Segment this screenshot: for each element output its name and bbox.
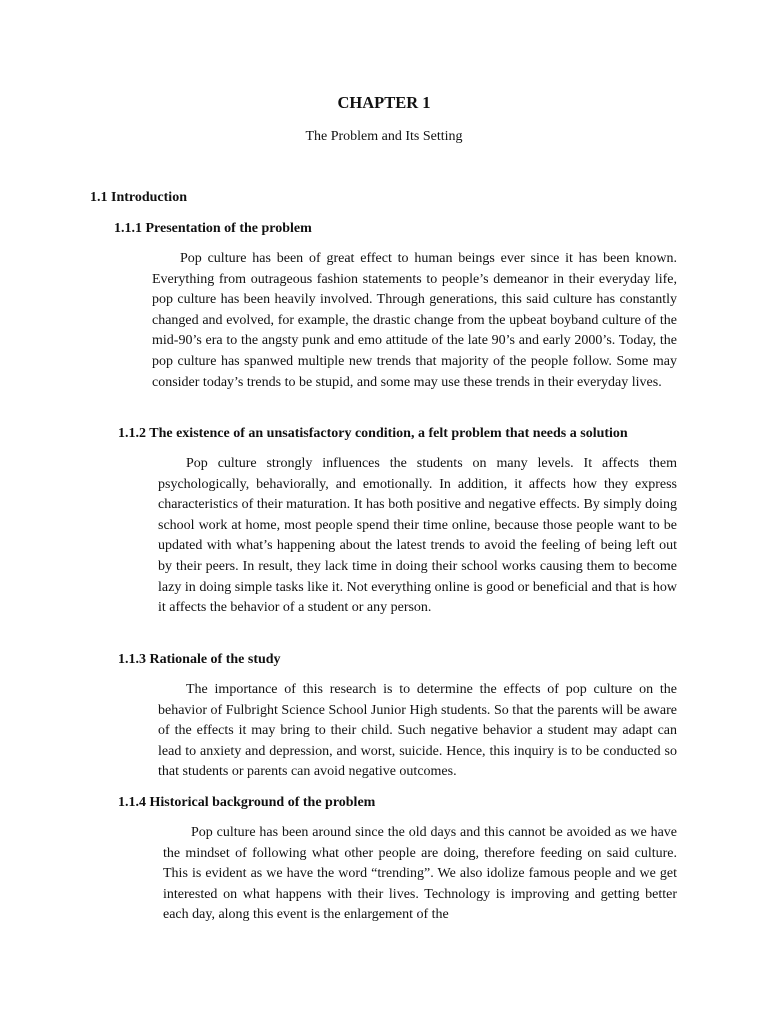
paragraph-unsatisfactory-condition: Pop culture strongly influences the students on many levels. It affects them psychologically, behaviorally, and emotionally. In addition, it affects how they express characteristics of their maturation. It has both positive and negative effects. By simply doing school work at home, most people spend their time online, because those people want to be updated with what’s happening about the latest trends to avoid the feeling of being left out by their peers. In result, they lack time in doing their school works causing them to become lazy in doing simple tasks like it. Not everything online is good or beneficial and that is how it affects the behavior of a student or any person. [158, 456, 677, 616]
section-heading-historical-background: 1.1.4 Historical background of the problem [118, 795, 376, 810]
section-heading-rationale: 1.1.3 Rationale of the study [118, 652, 281, 667]
section-heading-presentation-of-problem: 1.1.1 Presentation of the problem [114, 221, 312, 236]
paragraph-presentation-of-problem: Pop culture has been of great effect to human beings ever since it has been known. Everything from outrageous fashion statements to people’s demeanor in their everyday life, pop culture has been heavily involved. Through generations, this said culture has constantly changed and evolved, for example, the drastic change from the upbeat boyband culture of the mid-90’s era to the angsty punk and emo attitude of the late 90’s and early 2000’s. Today, the pop culture has spanwed multiple new trends that majority of the people follow. Some may consider today’s trends to be stupid, and some may use these trends in their everyday lives. [152, 251, 677, 390]
section-heading-introduction: 1.1 Introduction [90, 190, 187, 205]
section-heading-unsatisfactory-condition: 1.1.2 The existence of an unsatisfactory condition, a felt problem that needs a solution [118, 426, 628, 441]
chapter-subtitle: The Problem and Its Setting [305, 129, 463, 144]
paragraph-rationale: The importance of this research is to determine the effects of pop culture on the behavior of Fulbright Science School Junior High students. So that the parents will be aware of the effects it may bring to their child. Such negative behavior a student may adapt can lead to anxiety and depression, and worst, suicide. Hence, this inquiry is to be conducted so that students or parents can avoid negative outcomes. [158, 682, 677, 780]
chapter-title: CHAPTER 1 [337, 93, 431, 112]
paragraph-historical-background: Pop culture has been around since the old days and this cannot be avoided as we have the mindset of following what other people are doing, therefore feeding on said culture. This is evident as we have the word “trending”. We also idolize famous people and we get interested on what happens with their lives. Technology is improving and getting better each day, along this event is the enlargement of the [163, 825, 677, 923]
